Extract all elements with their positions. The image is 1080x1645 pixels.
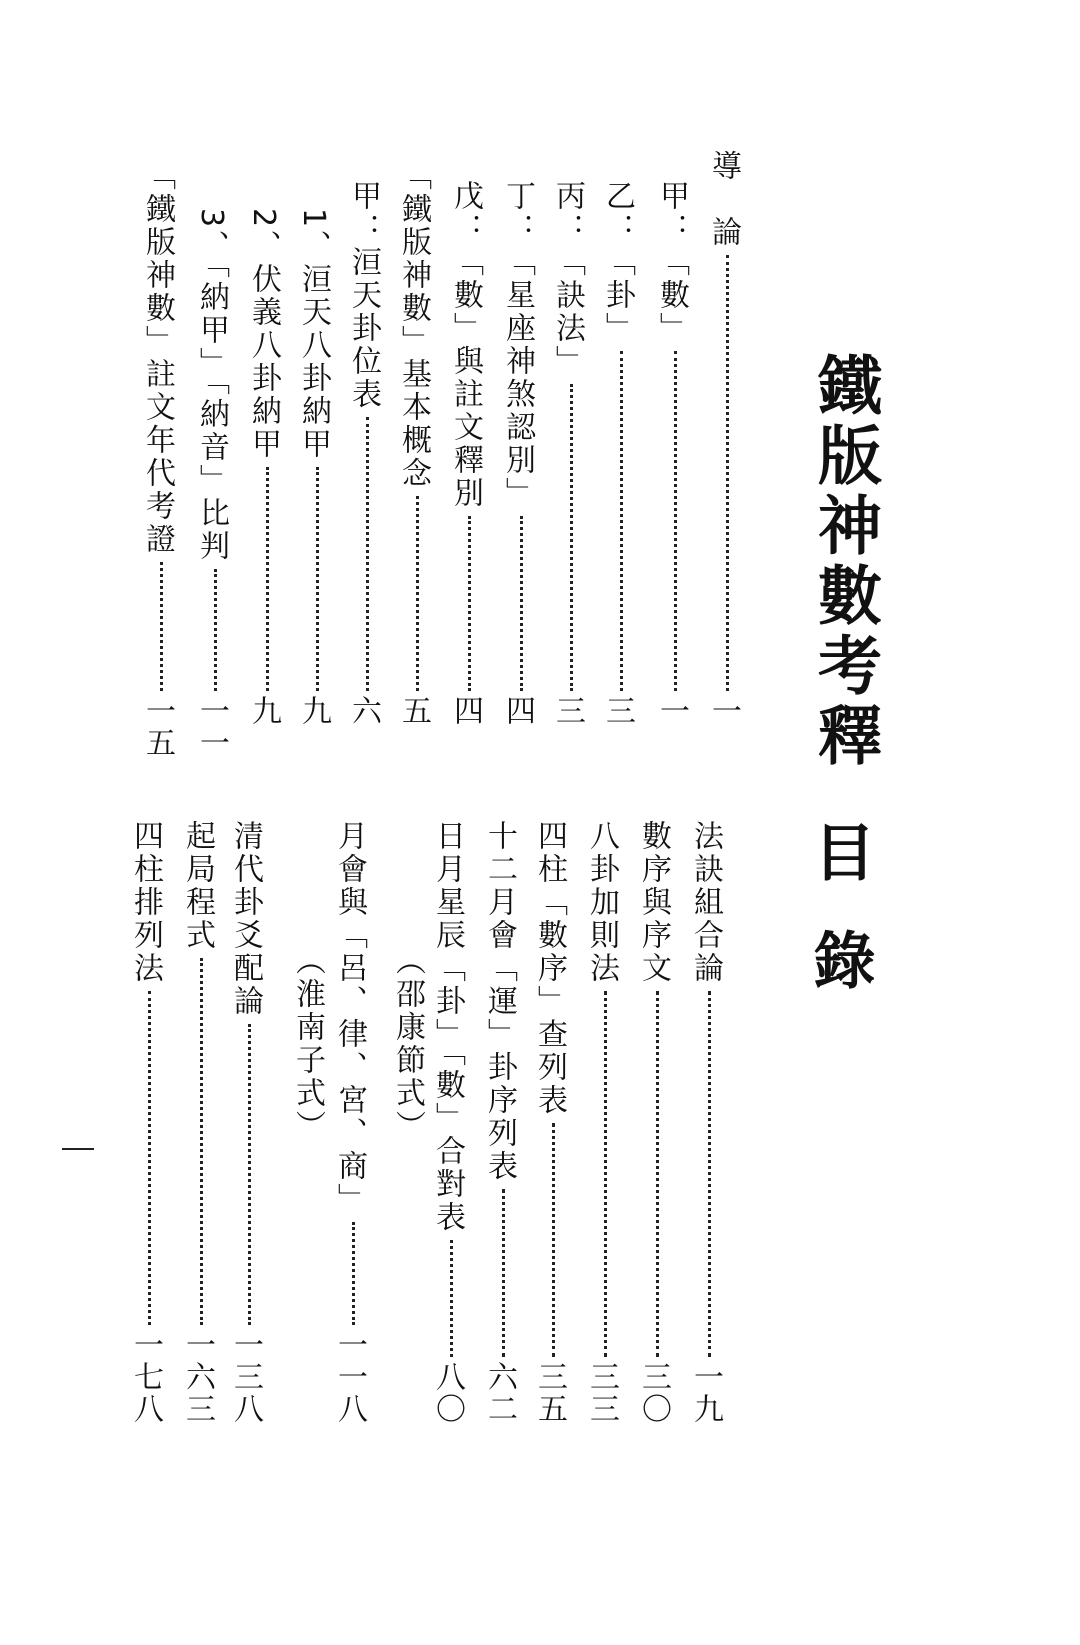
toc-entry-page: 四 bbox=[448, 695, 483, 727]
toc-entry-page: 一三八 bbox=[228, 1329, 263, 1425]
toc-entry-page: 一五 bbox=[140, 695, 175, 759]
toc-entry-label: 3、「納甲」「納音」比判 bbox=[194, 208, 229, 564]
leader-dots bbox=[604, 991, 607, 1357]
leader-dots bbox=[552, 1123, 555, 1357]
toc-entry-page: 一一八 bbox=[332, 1329, 367, 1425]
toc-entry-page: 一一 bbox=[194, 695, 229, 759]
leader-dots bbox=[266, 467, 269, 691]
toc-entry bbox=[484, 820, 524, 1520]
toc-entry-page: 六二 bbox=[482, 1361, 517, 1425]
toc-entry-page: 四 bbox=[500, 695, 535, 727]
toc-entry bbox=[534, 820, 574, 1520]
toc-entry bbox=[638, 820, 678, 1520]
toc-entry-page: 三五 bbox=[532, 1361, 567, 1425]
book-title: 鐵版神數考釋 bbox=[807, 352, 881, 772]
leader-dots bbox=[620, 351, 623, 691]
toc-entry-page: 九 bbox=[296, 695, 331, 727]
toc-entry-page: 一 bbox=[706, 695, 741, 727]
leader-dots bbox=[352, 1222, 355, 1325]
toc-entry-label: （淮南子式） bbox=[290, 945, 325, 1143]
toc-entry-page: 九 bbox=[246, 695, 281, 727]
toc-entry bbox=[334, 820, 374, 1520]
toc-entry bbox=[602, 180, 642, 880]
toc-entry bbox=[196, 208, 236, 908]
toc-entry bbox=[230, 820, 270, 1520]
toc-entry bbox=[392, 945, 432, 1645]
toc-entry-label: 起局程式 bbox=[180, 820, 215, 952]
toc-entry-page: 三三 bbox=[584, 1361, 619, 1425]
toc-entry bbox=[348, 180, 388, 880]
toc-entry-label: 2、伏義八卦納甲 bbox=[246, 208, 281, 462]
toc-entry-page: 三 bbox=[600, 695, 635, 727]
page-number-mark bbox=[62, 1148, 94, 1150]
toc-entry-label: 乙：「卦」 bbox=[600, 180, 635, 345]
toc-entry-page: 三〇 bbox=[636, 1361, 671, 1425]
leader-dots bbox=[674, 351, 677, 691]
toc-entry bbox=[690, 820, 730, 1520]
leader-dots bbox=[468, 516, 471, 691]
toc-entry bbox=[432, 820, 472, 1520]
toc-entry-label: 丁：「星座神煞認別」 bbox=[500, 180, 535, 510]
toc-entry-label: 數序與序文 bbox=[636, 820, 671, 985]
leader-dots bbox=[726, 255, 729, 691]
toc-heading: 目錄 bbox=[803, 820, 876, 1036]
toc-entry bbox=[450, 180, 490, 880]
toc-entry bbox=[142, 160, 182, 860]
toc-entry-page: 八〇 bbox=[430, 1361, 465, 1425]
toc-entry-label: （邵康節式） bbox=[390, 945, 425, 1143]
toc-entry-label: 1、洹天八卦納甲 bbox=[296, 208, 331, 462]
toc-entry-label: 甲：洹天卦位表 bbox=[346, 180, 381, 411]
toc-entry-label: 日月星辰「卦」「數」合對表 bbox=[430, 820, 465, 1234]
toc-entry-page: 六 bbox=[346, 695, 381, 727]
leader-dots bbox=[160, 562, 163, 691]
toc-entry-label: 丙：「訣法」 bbox=[550, 180, 585, 378]
leader-dots bbox=[248, 1024, 251, 1325]
leader-dots bbox=[148, 991, 151, 1325]
toc-entry bbox=[708, 150, 748, 850]
leader-dots bbox=[366, 417, 369, 691]
leader-dots bbox=[520, 516, 523, 691]
toc-entry-page: 一六三 bbox=[180, 1329, 215, 1425]
toc-entry bbox=[292, 945, 332, 1645]
toc-entry-page: 五 bbox=[396, 695, 431, 727]
toc-entry-page: 一 bbox=[654, 695, 689, 727]
toc-entry-label: 導 論 bbox=[706, 150, 741, 249]
toc-entry-label: 月會與「呂、律、宮、商」 bbox=[332, 820, 367, 1216]
toc-entry-label: 十二月會「運」卦序列表 bbox=[482, 820, 517, 1183]
leader-dots bbox=[316, 467, 319, 691]
toc-entry-label: 八卦加則法 bbox=[584, 820, 619, 985]
toc-entry-page: 一七八 bbox=[128, 1329, 163, 1425]
toc-entry-label: 「鐵版神數」註文年代考證 bbox=[140, 160, 175, 556]
toc-entry-label: 「鐵版神數」基本概念 bbox=[396, 160, 431, 490]
toc-entry bbox=[586, 820, 626, 1520]
toc-entry bbox=[502, 180, 542, 880]
leader-dots bbox=[570, 384, 573, 691]
toc-entry-label: 法訣組合論 bbox=[688, 820, 723, 985]
leader-dots bbox=[656, 991, 659, 1357]
toc-entry bbox=[248, 208, 288, 908]
toc-entry-label: 清代卦爻配論 bbox=[228, 820, 263, 1018]
leader-dots bbox=[502, 1189, 505, 1357]
toc-entry-page: 一九 bbox=[688, 1361, 723, 1425]
toc-entry-label: 甲：「數」 bbox=[654, 180, 689, 345]
toc-entry-label: 四柱「數序」查列表 bbox=[532, 820, 567, 1117]
toc-entry bbox=[656, 180, 696, 880]
toc-entry bbox=[398, 160, 438, 860]
leader-dots bbox=[708, 991, 711, 1357]
leader-dots bbox=[214, 569, 217, 691]
toc-entry bbox=[130, 820, 170, 1520]
leader-dots bbox=[200, 958, 203, 1325]
toc-entry bbox=[298, 208, 338, 908]
leader-dots bbox=[416, 496, 419, 691]
toc-entry bbox=[552, 180, 592, 880]
leader-dots bbox=[450, 1240, 453, 1357]
toc-entry-label: 戊：「數」與註文釋別 bbox=[448, 180, 483, 510]
toc-entry-page: 三 bbox=[550, 695, 585, 727]
toc-entry bbox=[182, 820, 222, 1520]
toc-entry-label: 四柱排列法 bbox=[128, 820, 163, 985]
